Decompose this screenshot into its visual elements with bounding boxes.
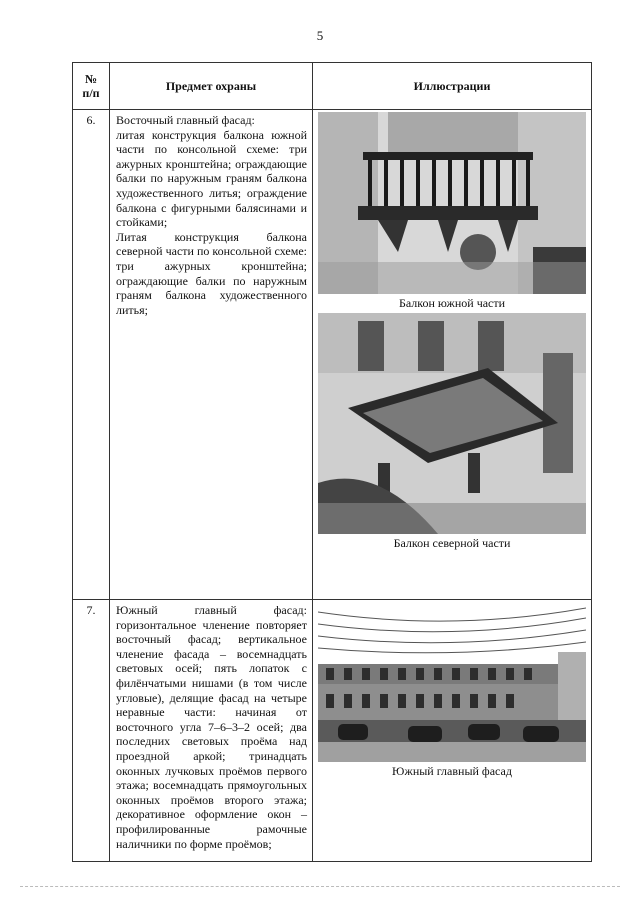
header-number	[73, 63, 110, 110]
header-number-abbr: п/п	[82, 86, 100, 100]
description-paragraph: литая конструкция балкона южной части по консольной схеме: три ажурных кронштейна; ограждающие балки по наружным граням балкона художественного литья; ограждение балкона с фигурными балясинами и стойками;	[116, 127, 307, 230]
row-illustrations	[313, 110, 592, 600]
north-balcony-image	[318, 313, 586, 534]
row-number: 6.	[73, 110, 110, 600]
table-header-row	[73, 63, 592, 110]
photo-caption: Балкон северной части	[393, 536, 511, 550]
header-subject: Предмет охраны	[110, 63, 313, 110]
page-number: 5	[316, 28, 324, 43]
photo-caption: Балкон южной части	[398, 296, 506, 310]
protection-table	[72, 62, 592, 862]
row-description	[110, 600, 313, 862]
row-number: 7.	[73, 600, 110, 862]
description-paragraph: Южный главный фасад: горизонтальное членение повторяет восточный фасад; вертикальное членение фасада – восемнадцать световых осей; пять лопаток с филёнчатыми нишами (в том числе угловые), делящие фасад на четыре неравные части: начиная от восточного угла 7–6–3–2 осей; два последних световых проёма над проездной аркой; тринадцать оконных лучковых проёмов первого этажа; восемнадцать прямоугольных оконных проёмов второго этажа; декоративное оформление окон – профилированные рамочные наличники по форме проёмов;	[116, 603, 307, 851]
page-bottom-edge	[20, 886, 620, 887]
table-row	[73, 600, 592, 862]
table-row	[73, 110, 592, 600]
description-paragraph: Литая конструкция балкона северной части по консольной схеме: три ажурных кронштейна; ограждающие балки по наружным граням балкона художественного литья;	[116, 229, 307, 317]
header-illustrations: Иллюстрации	[313, 63, 592, 110]
photo-north-balcony	[318, 313, 586, 534]
header-number-symbol: №	[84, 72, 98, 86]
photo-south-balcony	[318, 112, 586, 294]
photo-south-facade	[318, 602, 586, 762]
row-description	[110, 110, 313, 600]
row-illustrations	[313, 600, 592, 862]
photo-caption: Южный главный фасад	[392, 764, 512, 778]
description-paragraph: Восточный главный фасад:	[116, 113, 255, 127]
south-facade-image	[318, 602, 586, 762]
south-balcony-image	[318, 112, 586, 294]
